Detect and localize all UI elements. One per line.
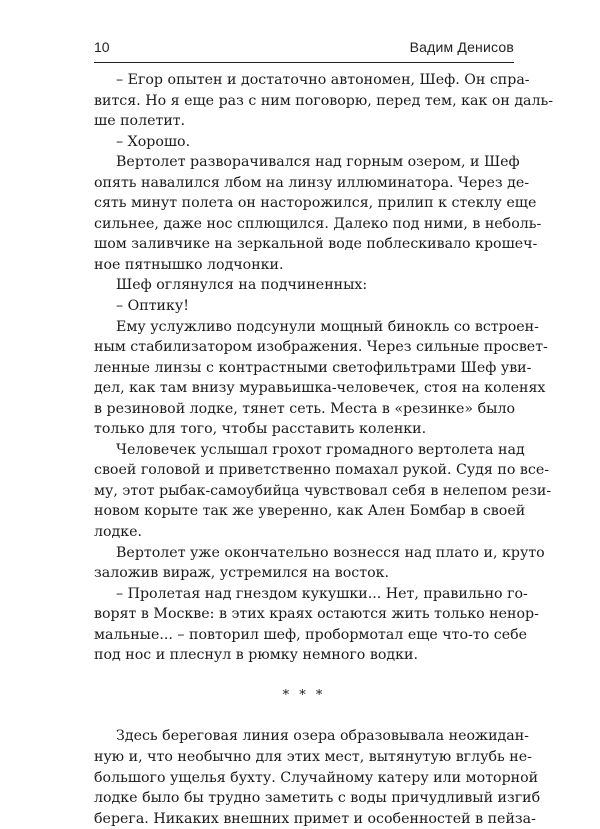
text-line: ворят в Москве: в этих краях остаются жить только ненор- xyxy=(94,606,539,623)
running-title: Вадим Денисов xyxy=(409,39,514,55)
text-line: Человечек услышал грохот громадного вертолета над xyxy=(116,441,525,458)
paragraph xyxy=(94,70,554,132)
text-line: под нос и плеснул в рюмку немного водки. xyxy=(94,647,418,664)
text-line: лодке было бы трудно заметить с воды причудливый изгиб xyxy=(94,790,541,807)
paragraph xyxy=(94,317,548,440)
text-line: ше полетит. xyxy=(94,113,186,130)
text-line: мальные... – повторил шеф, пробормотал еще что-то себе xyxy=(94,626,528,643)
text-section-before-break xyxy=(94,70,554,666)
paragraph xyxy=(94,296,514,317)
text-line: Вертолет уже окончательно вознесся над плато и, круто xyxy=(116,544,545,561)
text-line: ленные линзы с контрастными светофильтрами Шеф уви- xyxy=(94,359,532,376)
page-number: 10 xyxy=(94,39,110,55)
paragraph xyxy=(94,152,542,275)
text-line: своей головой и приветственно помахал рукой. Судя по все- xyxy=(94,462,550,479)
text-line: – Хорошо. xyxy=(116,133,191,150)
text-line: вится. Но я еще раз с ним поговорю, перед тем, как он даль- xyxy=(94,92,554,109)
paragraph xyxy=(94,132,514,153)
paragraph xyxy=(94,275,514,296)
text-line: в резиновой лодке, тянет сеть. Места в «резинке» было xyxy=(94,400,516,417)
text-line: дел, как там внизу муравьишка-человечек, стоя на коленях xyxy=(94,380,546,397)
text-line: заложив вираж, устремился на восток. xyxy=(94,565,390,582)
text-line: – Оптику! xyxy=(116,298,189,315)
text-line: только для того, чтобы расставить коленки. xyxy=(94,421,427,438)
text-line: Здесь береговая линия озера образовывала неожидан- xyxy=(116,728,529,745)
text-line: опять навалился лбом на линзу иллюминатора. Через де- xyxy=(94,174,530,191)
text-line: Вертолет разворачивался над горным озером, и Шеф xyxy=(116,154,520,171)
text-line: шом заливчике на зеркальной воде поблескивало крошеч- xyxy=(94,236,538,253)
text-line: сильнее, даже нос сплющился. Далеко под ними, в неболь- xyxy=(94,215,542,232)
page-header xyxy=(94,39,514,61)
text-line: большого ущелья бухту. Случайному катеру или моторной xyxy=(94,769,539,786)
body-text xyxy=(94,70,554,829)
text-line: Шеф оглянулся на подчиненных: xyxy=(116,277,368,294)
text-line: – Егор опытен и достаточно автономен, Шеф. Он спра- xyxy=(116,72,530,88)
text-line: ное пятнышко лодчонки. xyxy=(94,256,284,273)
text-line: ным стабилизатором изображения. Через сильные просвет- xyxy=(94,339,548,356)
paragraph xyxy=(94,726,541,829)
text-line: ную и, что необычно для этих мест, вытянутую вглубь не- xyxy=(94,748,532,765)
text-line: берега. Никаких внешних примет и особенностей в пейза- xyxy=(94,810,536,827)
header-rule xyxy=(94,62,514,63)
paragraph xyxy=(94,543,545,584)
text-line: новом корыте так же уверенно, как Ален Бомбар в своей xyxy=(94,503,526,520)
paragraph xyxy=(94,584,539,666)
text-line: лодке. xyxy=(94,524,143,541)
text-line: Ему услужливо подсунули мощный бинокль со встроен- xyxy=(116,318,539,335)
paragraph xyxy=(94,440,552,543)
text-section-after-break xyxy=(94,726,541,829)
text-line: сять минут полета он насторожился, прилип к стеклу еще xyxy=(94,195,537,212)
text-line: – Пролетая над гнездом кукушки... Нет, правильно го- xyxy=(116,585,528,602)
text-line: му, этот рыбак-самоубийца чувствовал себя в нелепом рези- xyxy=(94,482,552,499)
scene-break: * * * xyxy=(282,687,326,703)
